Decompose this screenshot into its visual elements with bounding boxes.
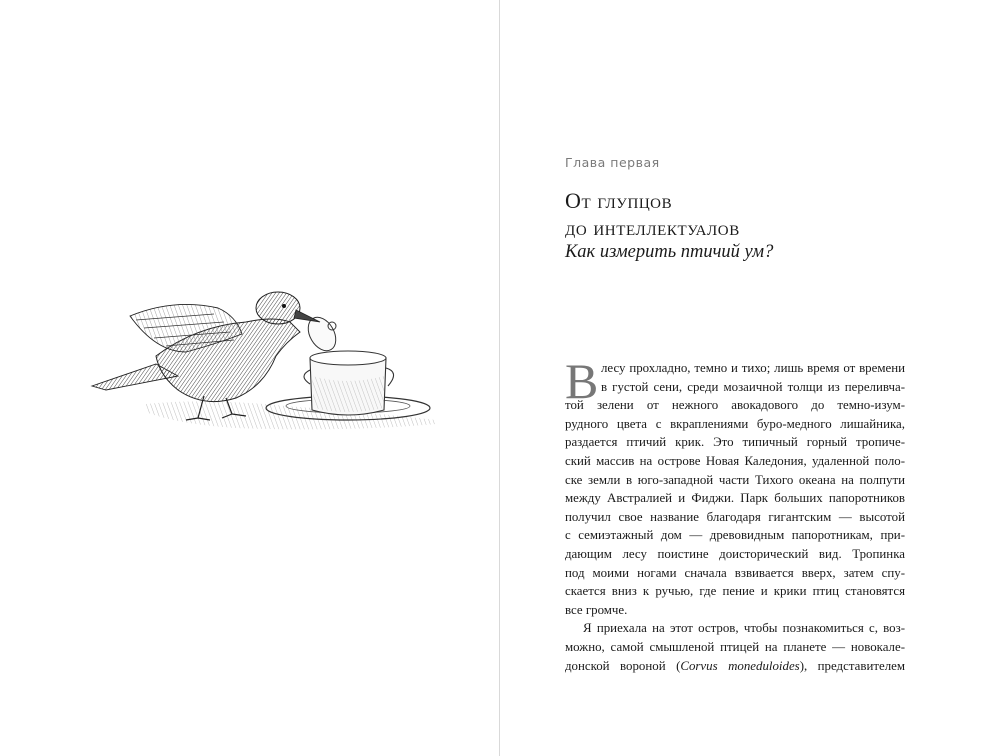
text-line: раздается птичий крик. Это типичный горный тропиче-: [565, 435, 905, 450]
text-fragment: ), представителем: [799, 658, 906, 673]
text-line: получил свое название благодаря гигантским — высотой: [565, 509, 905, 524]
chapter-subtitle: Как измерить птичий ум?: [565, 242, 774, 262]
text-line: ске земли в юго-западной части Тихого океана на полпути: [565, 472, 905, 487]
chapter-title: [565, 187, 740, 241]
text-line: ский массив на острове Новая Каледония, удаленной поло-: [565, 453, 905, 468]
right-page: [500, 0, 1000, 756]
text-line: все громче.: [565, 602, 628, 617]
chapter-title-line-2: до интеллектуалов: [565, 215, 740, 240]
text-line: дающим лесу поистине доисторический вид. Тропинка: [565, 546, 905, 561]
text-line: под моими ногами сначала взвивается вверх, затем спу-: [565, 565, 905, 580]
text-line: можно, самой смышленой птицей на планете — новокале-: [565, 639, 905, 654]
text-line: скается вниз к ручью, где пение и крики птиц становятся: [565, 584, 905, 599]
text-line: рудного цвета с вкраплениями буро-медного лишайника,: [565, 416, 905, 431]
chapter-title-line-1: От глупцов: [565, 188, 673, 213]
drop-cap: В: [565, 353, 599, 409]
text-line-last: [565, 657, 905, 676]
species-name: Corvus moneduloides: [680, 658, 800, 673]
text-line: с семиэтажный дом — древовидным папоротникам, при-: [565, 528, 905, 543]
text-line: той зелени от нежного авокадового до темно-изум-: [565, 398, 905, 413]
text-line: в густой сени, среди мозаичной толщи из переливча-: [601, 379, 905, 394]
body-text: [565, 353, 906, 675]
text-line: Я приехала на этот остров, чтобы познакомиться с, воз-: [583, 621, 905, 636]
text-fragment: донской вороной (: [565, 658, 681, 673]
chapter-label: Глава первая: [565, 155, 660, 170]
text-line: между Австралией и Фиджи. Парк больших папоротников: [565, 491, 905, 506]
left-page: [0, 0, 499, 756]
crow-with-cup-engraving-icon: [86, 286, 442, 446]
text-line: лесу прохладно, темно и тихо; лишь время от времени: [601, 361, 905, 375]
